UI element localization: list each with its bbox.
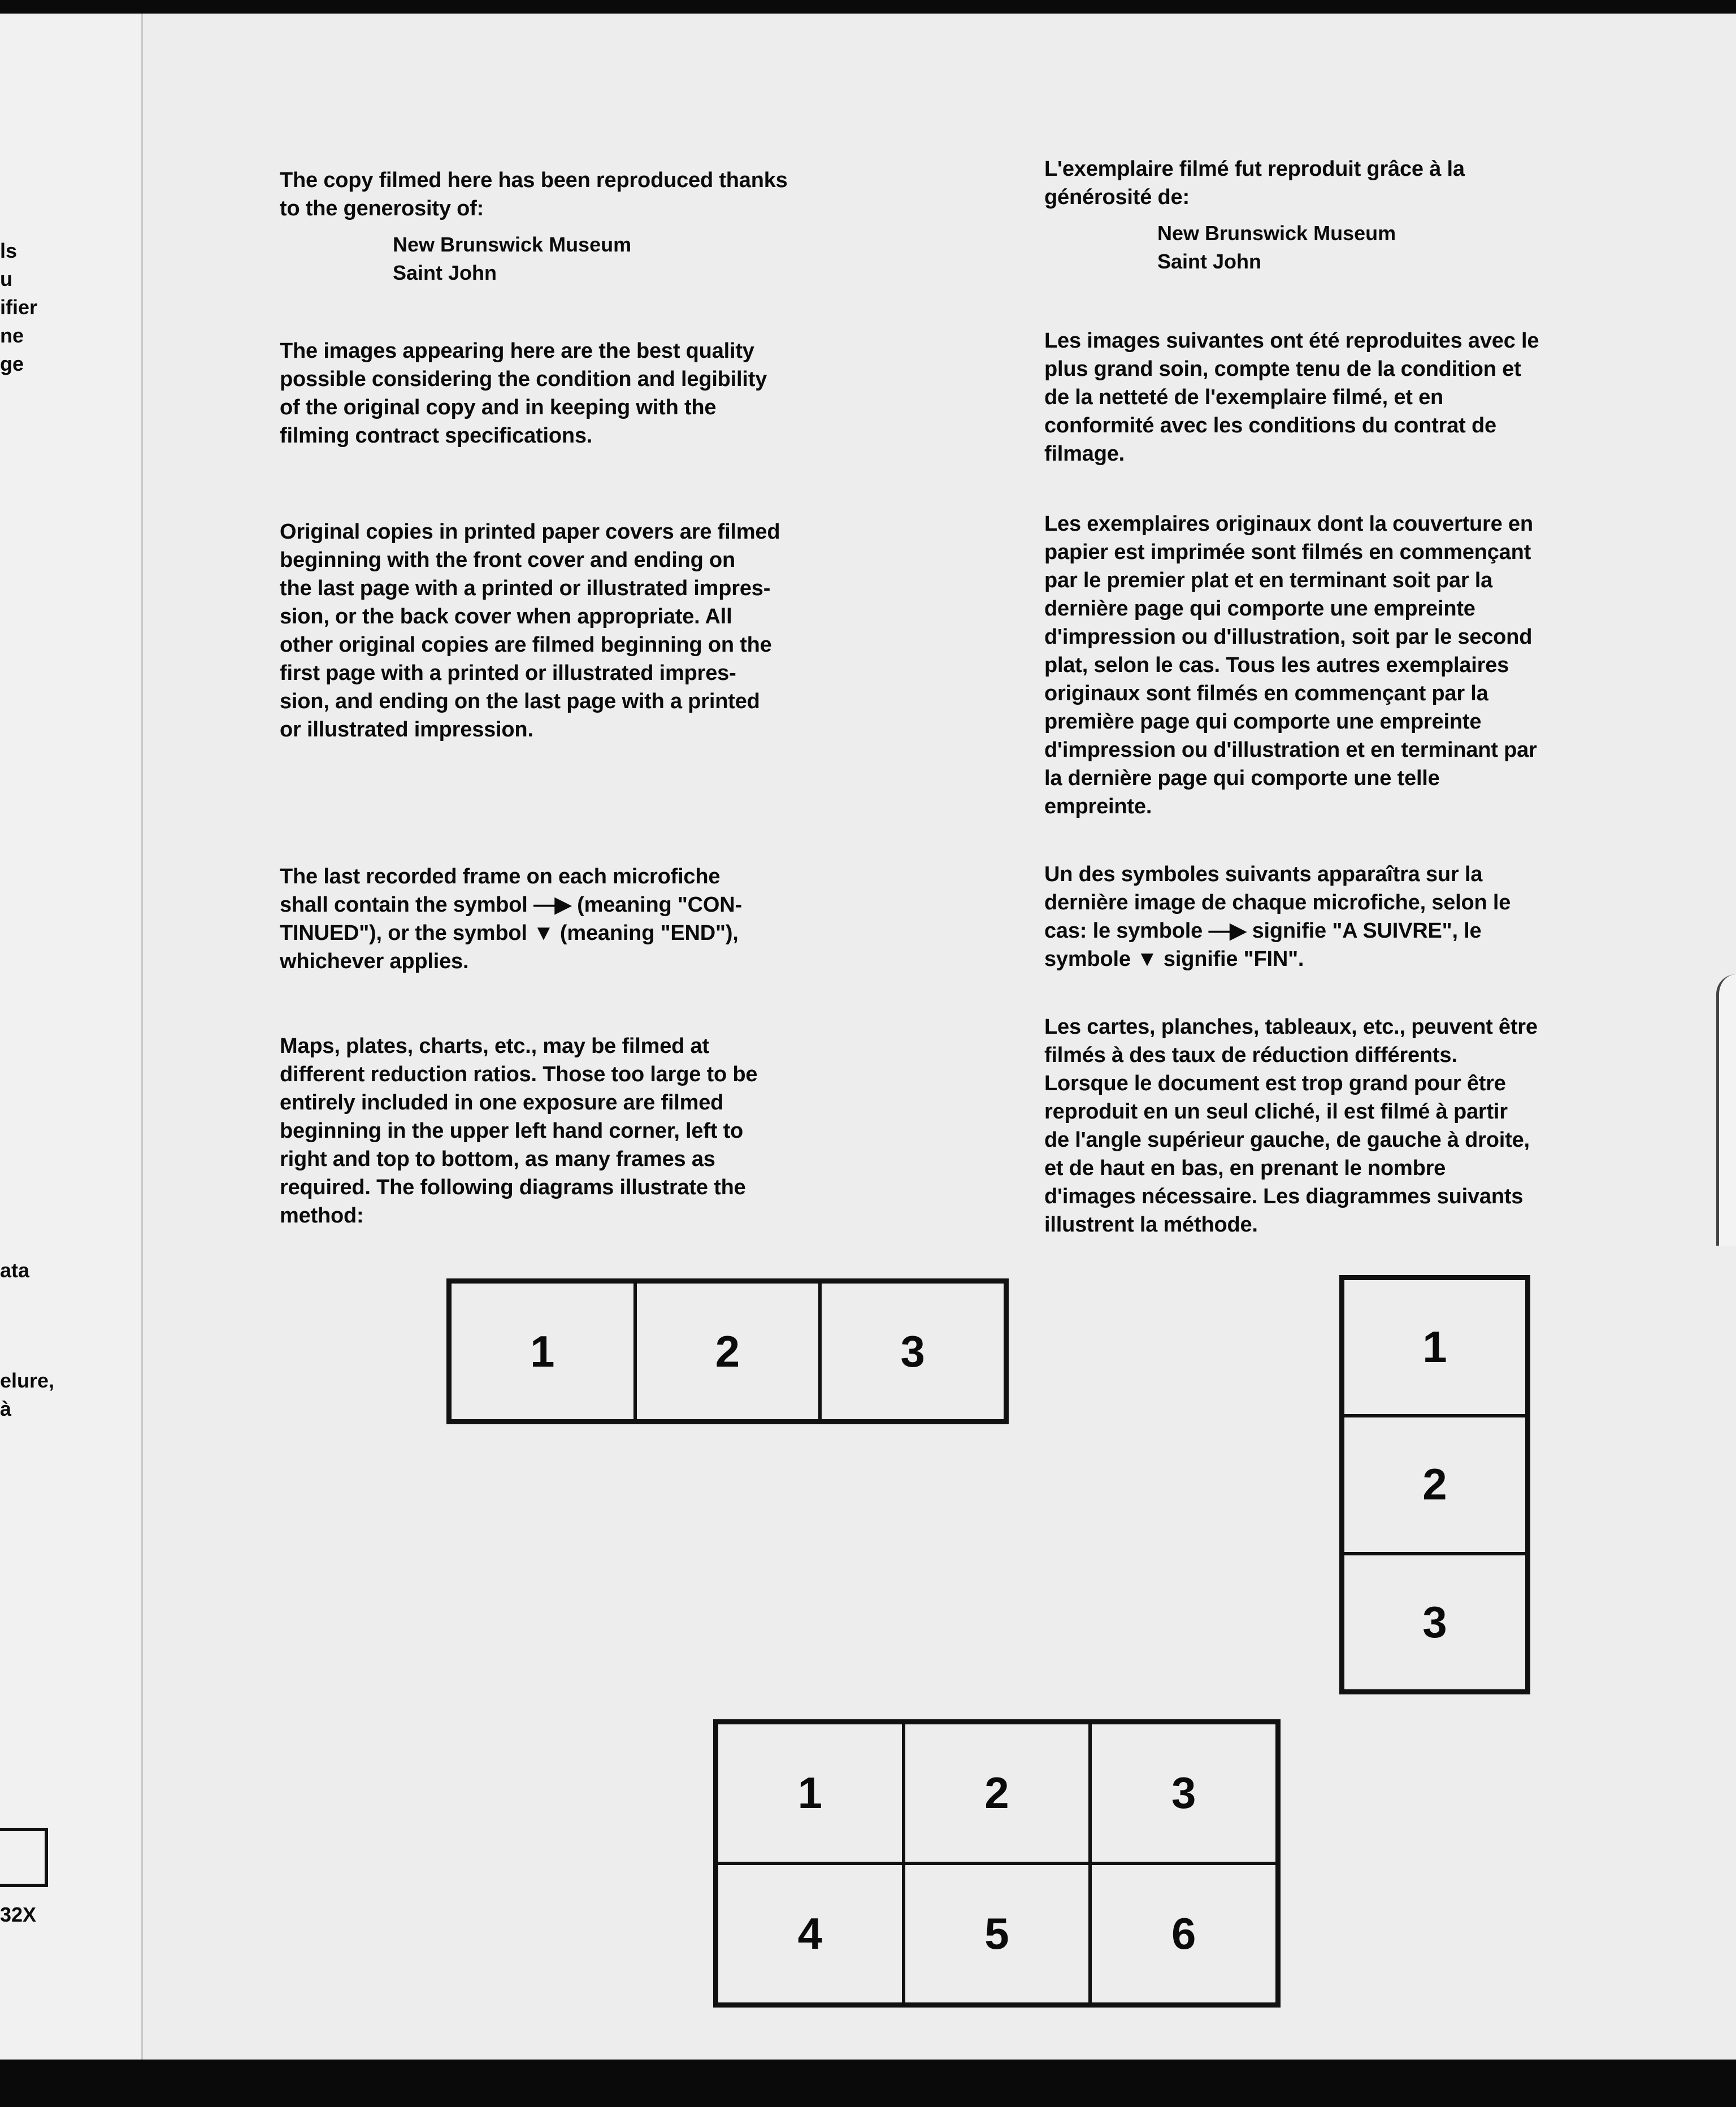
- strip-fragment: ata: [0, 1259, 30, 1282]
- frame-number: 3: [1090, 1723, 1277, 1863]
- frame-number: 2: [904, 1723, 1091, 1863]
- frame-number: 2: [1343, 1416, 1527, 1553]
- english-thanks: The copy filmed here has been reproduced thanks to the generosity of:: [280, 168, 788, 220]
- strip-fragment: ls: [0, 239, 18, 262]
- page-edge-curl: [1716, 974, 1736, 1246]
- french-institution-city: Saint John: [1157, 250, 1262, 273]
- english-institution-name: New Brunswick Museum: [393, 233, 632, 256]
- previous-page-strip: [0, 14, 143, 2060]
- strip-fragment: ge: [0, 352, 24, 375]
- french-maps: Les cartes, planches, tableaux, etc., peuvent être filmés à des taux de réduction différents. Lorsque le document est trop grand pour être reproduit en un seul cliché, il est filmé à partir de l'angle supérieur gauche, de gauche à droite, et de haut en bas, en prenant le nombre d'images nécessaire. Les diagrammes suivants illustrent la méthode.: [1044, 1015, 1538, 1237]
- english-maps: Maps, plates, charts, etc., may be filmed at different reduction ratios. Those too large to be entirely included in one exposure are filmed beginning in the upper left hand corner, left to right and top to bottom, as many frames as required. The following diagrams illustrate the method:: [280, 1034, 758, 1228]
- frame-number: 3: [1343, 1554, 1527, 1691]
- strip-fragment: u: [0, 267, 12, 291]
- frame-number: 3: [820, 1282, 1005, 1421]
- strip-fragment: elure,: [0, 1369, 55, 1392]
- strip-frame-box: [0, 1828, 48, 1887]
- filmed-page: [0, 14, 1736, 2060]
- frame-number: 1: [717, 1723, 904, 1863]
- french-covers: Les exemplaires originaux dont la couverture en papier est imprimée sont filmés en commençant par le premier plat et en terminant soit par la dernière page qui comporte une empreinte d'impression ou d'illustration, soit par le second plat, selon le cas. Tous les autres exemplaires originaux sont filmés en commençant par la première page qui comporte une empreinte d'impression ou d'illustration et en terminant par la dernière page qui comporte une telle empreinte.: [1044, 512, 1537, 818]
- diagram-vertical-three: [1339, 1275, 1530, 1694]
- french-institution-name: New Brunswick Museum: [1157, 222, 1396, 245]
- english-symbols: The last recorded frame on each microfiche shall contain the symbol —▶ (meaning "CON- TINUED"), or the symbol ▼ (meaning "END"), whichever applies.: [280, 865, 742, 973]
- strip-fragment: 32X: [0, 1903, 37, 1926]
- frame-number: 1: [450, 1282, 635, 1421]
- french-thanks: L'exemplaire filmé fut reproduit grâce à la générosité de:: [1044, 157, 1465, 209]
- strip-fragment: ifier: [0, 296, 38, 319]
- french-quality: Les images suivantes ont été reproduites avec le plus grand soin, compte tenu de la condition et de la netteté de l'exemplaire filmé, et en conformité avec les conditions du contrat de filmage.: [1044, 329, 1539, 466]
- frame-number: 4: [717, 1863, 904, 2004]
- strip-fragment: ne: [0, 324, 24, 347]
- english-column: [280, 166, 930, 1230]
- french-column: [1044, 155, 1694, 1239]
- strip-fragment: à: [0, 1397, 12, 1420]
- frame-number: 2: [635, 1282, 821, 1421]
- english-covers: Original copies in printed paper covers are filmed beginning with the front cover and ending on the last page with a printed or illustrated impres- sion, or the back cover when appropriate. All other original copies are filmed beginning on the first page with a printed or illustrated impres- sion, and ending on the last page with a printed or illustrated impression.: [280, 520, 780, 742]
- english-quality: The images appearing here are the best quality possible considering the condition and legibility of the original copy and in keeping with the filming contract specifications.: [280, 339, 767, 448]
- frame-number: 1: [1343, 1278, 1527, 1416]
- english-institution-city: Saint John: [393, 261, 497, 284]
- frame-number: 6: [1090, 1863, 1277, 2004]
- diagram-horizontal-three: [446, 1278, 1009, 1424]
- french-symbols: Un des symboles suivants apparaîtra sur la dernière image de chaque microfiche, selon le cas: le symbole —▶ signifie "A SUIVRE", le symbole ▼ signifie "FIN".: [1044, 862, 1511, 971]
- frame-number: 5: [904, 1863, 1091, 2004]
- diagram-grid-six: [713, 1719, 1281, 2008]
